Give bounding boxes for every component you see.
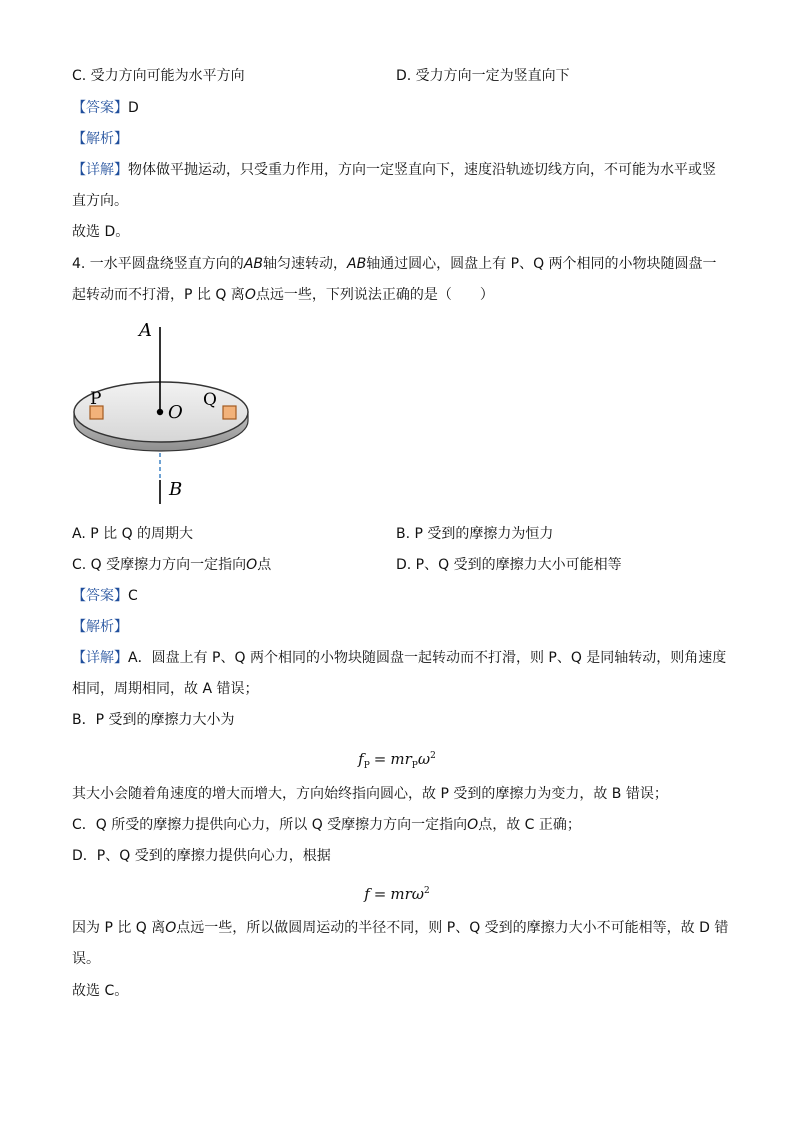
q3-analysis-label: 【解析】 <box>72 131 128 147</box>
detail-text: C．Q 所受的摩擦力提供向心力，所以 Q 受摩擦力方向一定指向 <box>72 817 468 833</box>
q4-detail-d-line1: D．P、Q 受到的摩擦力提供向心力，根据 <box>72 848 331 864</box>
formula-symbol: f <box>358 750 364 768</box>
stem-text: 轴通过圆心，圆盘上有 P、Q 两个相同的小物块随圆盘一 <box>366 256 717 272</box>
point-o: O <box>165 920 177 936</box>
formula-fp <box>0 746 794 776</box>
q4-detail-d-line2 <box>72 918 728 938</box>
label-q: Q <box>203 390 217 410</box>
q4-conclusion: 故选 C。 <box>72 983 129 999</box>
formula-sup: 2 <box>430 751 436 761</box>
q4-detail-a-line1 <box>72 648 726 668</box>
q4-detail-d-line3: 误。 <box>72 951 100 967</box>
option-text: 点 <box>257 557 272 573</box>
formula-sub: P <box>411 761 418 771</box>
answer-label: 【答案】 <box>72 100 128 116</box>
q3-detail-line2: 直方向。 <box>72 193 128 209</box>
q4-option-b: B. P 受到的摩擦力为恒力 <box>396 526 554 542</box>
label-p: P <box>90 389 102 409</box>
q4-detail-a-line2: 相同，周期相同，故 A 错误； <box>72 681 259 697</box>
q3-conclusion: 故选 D。 <box>72 224 130 240</box>
q4-option-a: A. P 比 Q 的周期大 <box>72 526 194 542</box>
center-dot <box>157 409 163 415</box>
detail-label: 【详解】 <box>72 650 128 666</box>
label-o: O <box>168 402 183 423</box>
stem-text: 起转动而不打滑，P 比 Q 离 <box>72 287 245 303</box>
q3-option-c: C. 受力方向可能为水平方向 <box>72 68 245 84</box>
formula-symbol: m <box>390 885 405 903</box>
point-o: O <box>467 817 479 833</box>
option-text: C. Q 受摩擦力方向一定指向 <box>72 557 247 573</box>
q4-stem-line2 <box>72 285 494 305</box>
answer-label: 【答案】 <box>72 588 128 604</box>
point-o: O <box>244 287 256 303</box>
formula-f <box>0 881 794 904</box>
detail-text: 点远一些，所以做圆周运动的半径不同，则 P、Q 受到的摩擦力大小不可能相等，故 D 错 <box>176 920 729 936</box>
q4-answer <box>72 586 138 606</box>
q4-option-d: D. P、Q 受到的摩擦力大小可能相等 <box>396 557 622 573</box>
detail-text: 点，故 C 正确； <box>478 817 581 833</box>
detail-label: 【详解】 <box>72 162 128 178</box>
q4-detail-b-line2: 其大小会随着角速度的增大而增大，方向始终指向圆心，故 P 受到的摩擦力为变力，故 B 错误； <box>72 786 668 802</box>
stem-text: 点远一些，下列说法正确的是（ ） <box>255 287 494 303</box>
formula-symbol: ω <box>417 750 431 768</box>
q4-detail-c <box>72 815 581 835</box>
block-q <box>223 406 236 419</box>
formula-eq: = <box>373 885 387 903</box>
stem-text: 4. 一水平圆盘绕竖直方向的 <box>72 256 244 272</box>
formula-eq: = <box>373 750 387 768</box>
axis-ab: AB <box>243 256 263 272</box>
point-o: O <box>246 557 258 573</box>
answer-value: D <box>128 100 139 116</box>
rotating-disc-figure <box>68 318 258 508</box>
label-b: B <box>169 479 183 500</box>
axis-ab: AB <box>347 256 367 272</box>
stem-text: 轴匀速转动， <box>263 256 347 272</box>
formula-symbol: f <box>364 885 370 903</box>
detail-text: A．圆盘上有 P、Q 两个相同的小物块随圆盘一起转动而不打滑，则 P、Q 是同轴转动，则角速度 <box>128 650 727 666</box>
label-a: A <box>139 320 152 341</box>
q4-analysis-label: 【解析】 <box>72 619 128 635</box>
formula-sup: 2 <box>424 886 430 896</box>
q3-option-d: D. 受力方向一定为竖直向下 <box>396 68 570 84</box>
detail-text: 物体做平抛运动，只受重力作用，方向一定竖直向下，速度沿轨迹切线方向，不可能为水平或竖 <box>128 162 716 178</box>
q4-stem-line1 <box>72 254 717 274</box>
formula-sub: P <box>363 761 370 771</box>
detail-text: 因为 P 比 Q 离 <box>72 920 166 936</box>
q3-detail-line1 <box>72 160 716 180</box>
q4-option-c <box>72 555 271 575</box>
formula-symbol: ω <box>411 885 425 903</box>
q3-answer <box>72 98 139 118</box>
formula-symbol: r <box>404 750 412 768</box>
formula-symbol: m <box>390 750 405 768</box>
formula-symbol: r <box>404 885 412 903</box>
answer-value: C <box>128 588 138 604</box>
q4-detail-b-line1: B．P 受到的摩擦力大小为 <box>72 712 235 728</box>
